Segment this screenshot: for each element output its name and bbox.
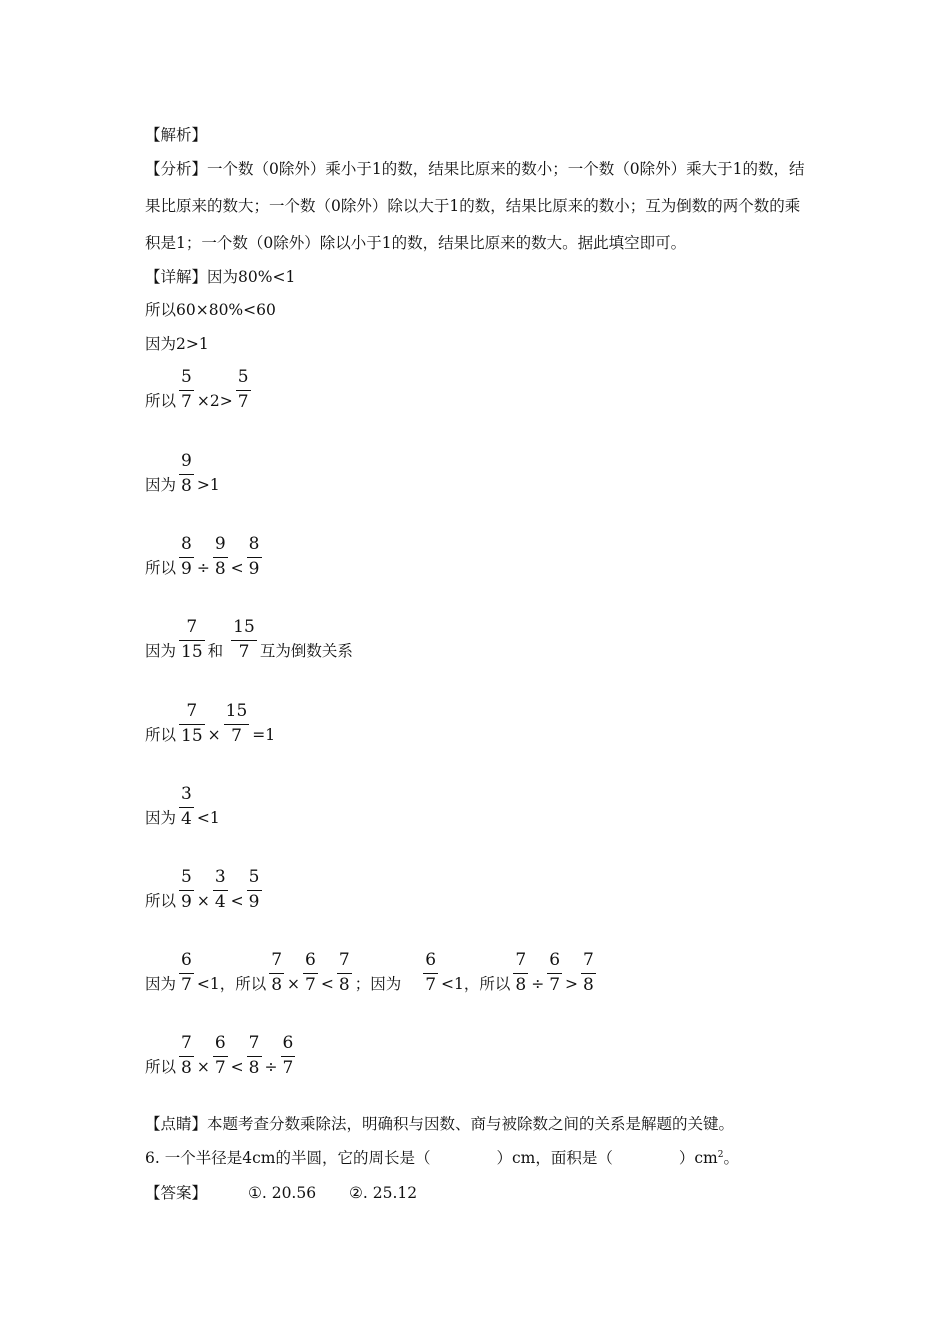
text: <1，所以	[441, 975, 511, 993]
fraction: $\frac{5}{7}$	[237, 367, 249, 412]
math-line-9	[145, 1032, 298, 1079]
dianjing-line: 【点睛】本题考查分数乘除法，明确积与因数、商与被除数之间的关系是解题的关键。	[145, 1115, 735, 1133]
fraction: $\frac{5}{9}$	[181, 867, 192, 912]
detail-line-3: 因为2>1	[145, 335, 209, 353]
text: 因为	[145, 809, 177, 827]
question-6	[145, 1151, 739, 1167]
text: 因为	[145, 476, 177, 494]
fraction: $\frac{6}{7}$	[282, 1033, 294, 1078]
fraction: $\frac{8}{9}$	[181, 534, 192, 579]
q6-sup: 2	[717, 1150, 724, 1160]
math-line-8	[145, 949, 599, 996]
text: ÷	[196, 559, 210, 577]
text: 和	[207, 642, 224, 660]
answer-label: 【答案】	[145, 1184, 208, 1202]
math-line-5	[145, 700, 275, 747]
text: <	[320, 975, 334, 993]
q6-end: 。	[723, 1149, 739, 1167]
fraction: $\frac{6}{7}$	[549, 950, 561, 995]
fraction: $\frac{15}{7}$	[233, 617, 255, 662]
text: <	[230, 892, 244, 910]
text: ×	[196, 892, 210, 910]
fraction: $\frac{8}{9}$	[248, 534, 260, 579]
text: 所以	[145, 559, 177, 577]
fraction: $\frac{3}{4}$	[181, 784, 192, 829]
answer-2: ②. 25.12	[349, 1184, 418, 1202]
fraction: $\frac{7}{8}$	[338, 950, 350, 995]
detail-line-1: 【详解】因为80%<1	[145, 268, 296, 286]
fraction: $\frac{9}{8}$	[214, 534, 226, 579]
detail-line-2: 所以60×80%<60	[145, 301, 276, 319]
fraction: $\frac{15}{7}$	[225, 701, 248, 746]
fraction: $\frac{9}{8}$	[181, 451, 192, 496]
text: 所以	[145, 392, 177, 410]
fraction: $\frac{7}{15}$	[181, 701, 203, 746]
text: 因为	[145, 975, 177, 993]
fraction: $\frac{6}{7}$	[305, 950, 316, 995]
fraction: $\frac{7}{8}$	[583, 950, 594, 995]
text: ×2>	[196, 392, 233, 410]
text: <	[230, 559, 244, 577]
fraction: $\frac{3}{4}$	[214, 867, 226, 912]
math-line-6	[145, 783, 220, 830]
text: ÷	[264, 1058, 278, 1076]
fraction: $\frac{6}{7}$	[425, 950, 437, 995]
q6-prefix: 6. 一个半径是4cm的半圆，它的周长是（	[145, 1149, 431, 1167]
fraction: $\frac{7}{15}$	[181, 617, 203, 662]
text: 所以	[145, 726, 177, 744]
answer-line	[145, 1186, 417, 1202]
text: 所以	[145, 892, 177, 910]
text: ×	[207, 726, 221, 744]
text: >	[565, 975, 579, 993]
fraction: $\frac{5}{7}$	[181, 367, 192, 412]
text: ×	[196, 1058, 210, 1076]
fraction: $\frac{7}{8}$	[271, 950, 283, 995]
text: =1	[252, 726, 276, 744]
text: <1	[196, 809, 220, 827]
math-line-1	[145, 366, 254, 413]
text: ÷	[531, 975, 545, 993]
fraction: $\frac{6}{7}$	[214, 1033, 226, 1078]
text: ；因为	[354, 975, 402, 993]
text: ×	[287, 975, 301, 993]
text: 因为	[145, 642, 177, 660]
text: <	[230, 1058, 244, 1076]
text: >1	[196, 476, 220, 494]
text: 互为倒数关系	[259, 642, 353, 660]
fraction: $\frac{7}{8}$	[515, 950, 527, 995]
answer-1: ①. 20.56	[247, 1184, 317, 1202]
fraction: $\frac{5}{9}$	[248, 867, 260, 912]
fraction: $\frac{6}{7}$	[181, 950, 192, 995]
text: 所以	[145, 1058, 177, 1076]
q6-unit: ）cm	[678, 1149, 718, 1167]
math-line-2	[145, 450, 220, 497]
analysis-paragraph: 【分析】一个数（0除外）乘小于1的数，结果比原来的数小；一个数（0除外）乘大于1的数，结果比原来的数大；一个数（0除外）除以大于1的数，结果比原来的数小；互为倒数的两个数的乘积是1；一个数（0除外）除以小于1的数，结果比原来的数大。据此填空即可。	[145, 160, 805, 252]
section-heading: 【解析】	[145, 126, 208, 144]
text: <1，所以	[196, 975, 267, 993]
math-line-7	[145, 866, 265, 913]
q6-mid: ）cm，面积是（	[496, 1149, 613, 1167]
fraction: $\frac{7}{8}$	[181, 1033, 192, 1078]
math-line-3	[145, 533, 265, 580]
math-line-4	[145, 616, 353, 663]
fraction: $\frac{7}{8}$	[248, 1033, 260, 1078]
